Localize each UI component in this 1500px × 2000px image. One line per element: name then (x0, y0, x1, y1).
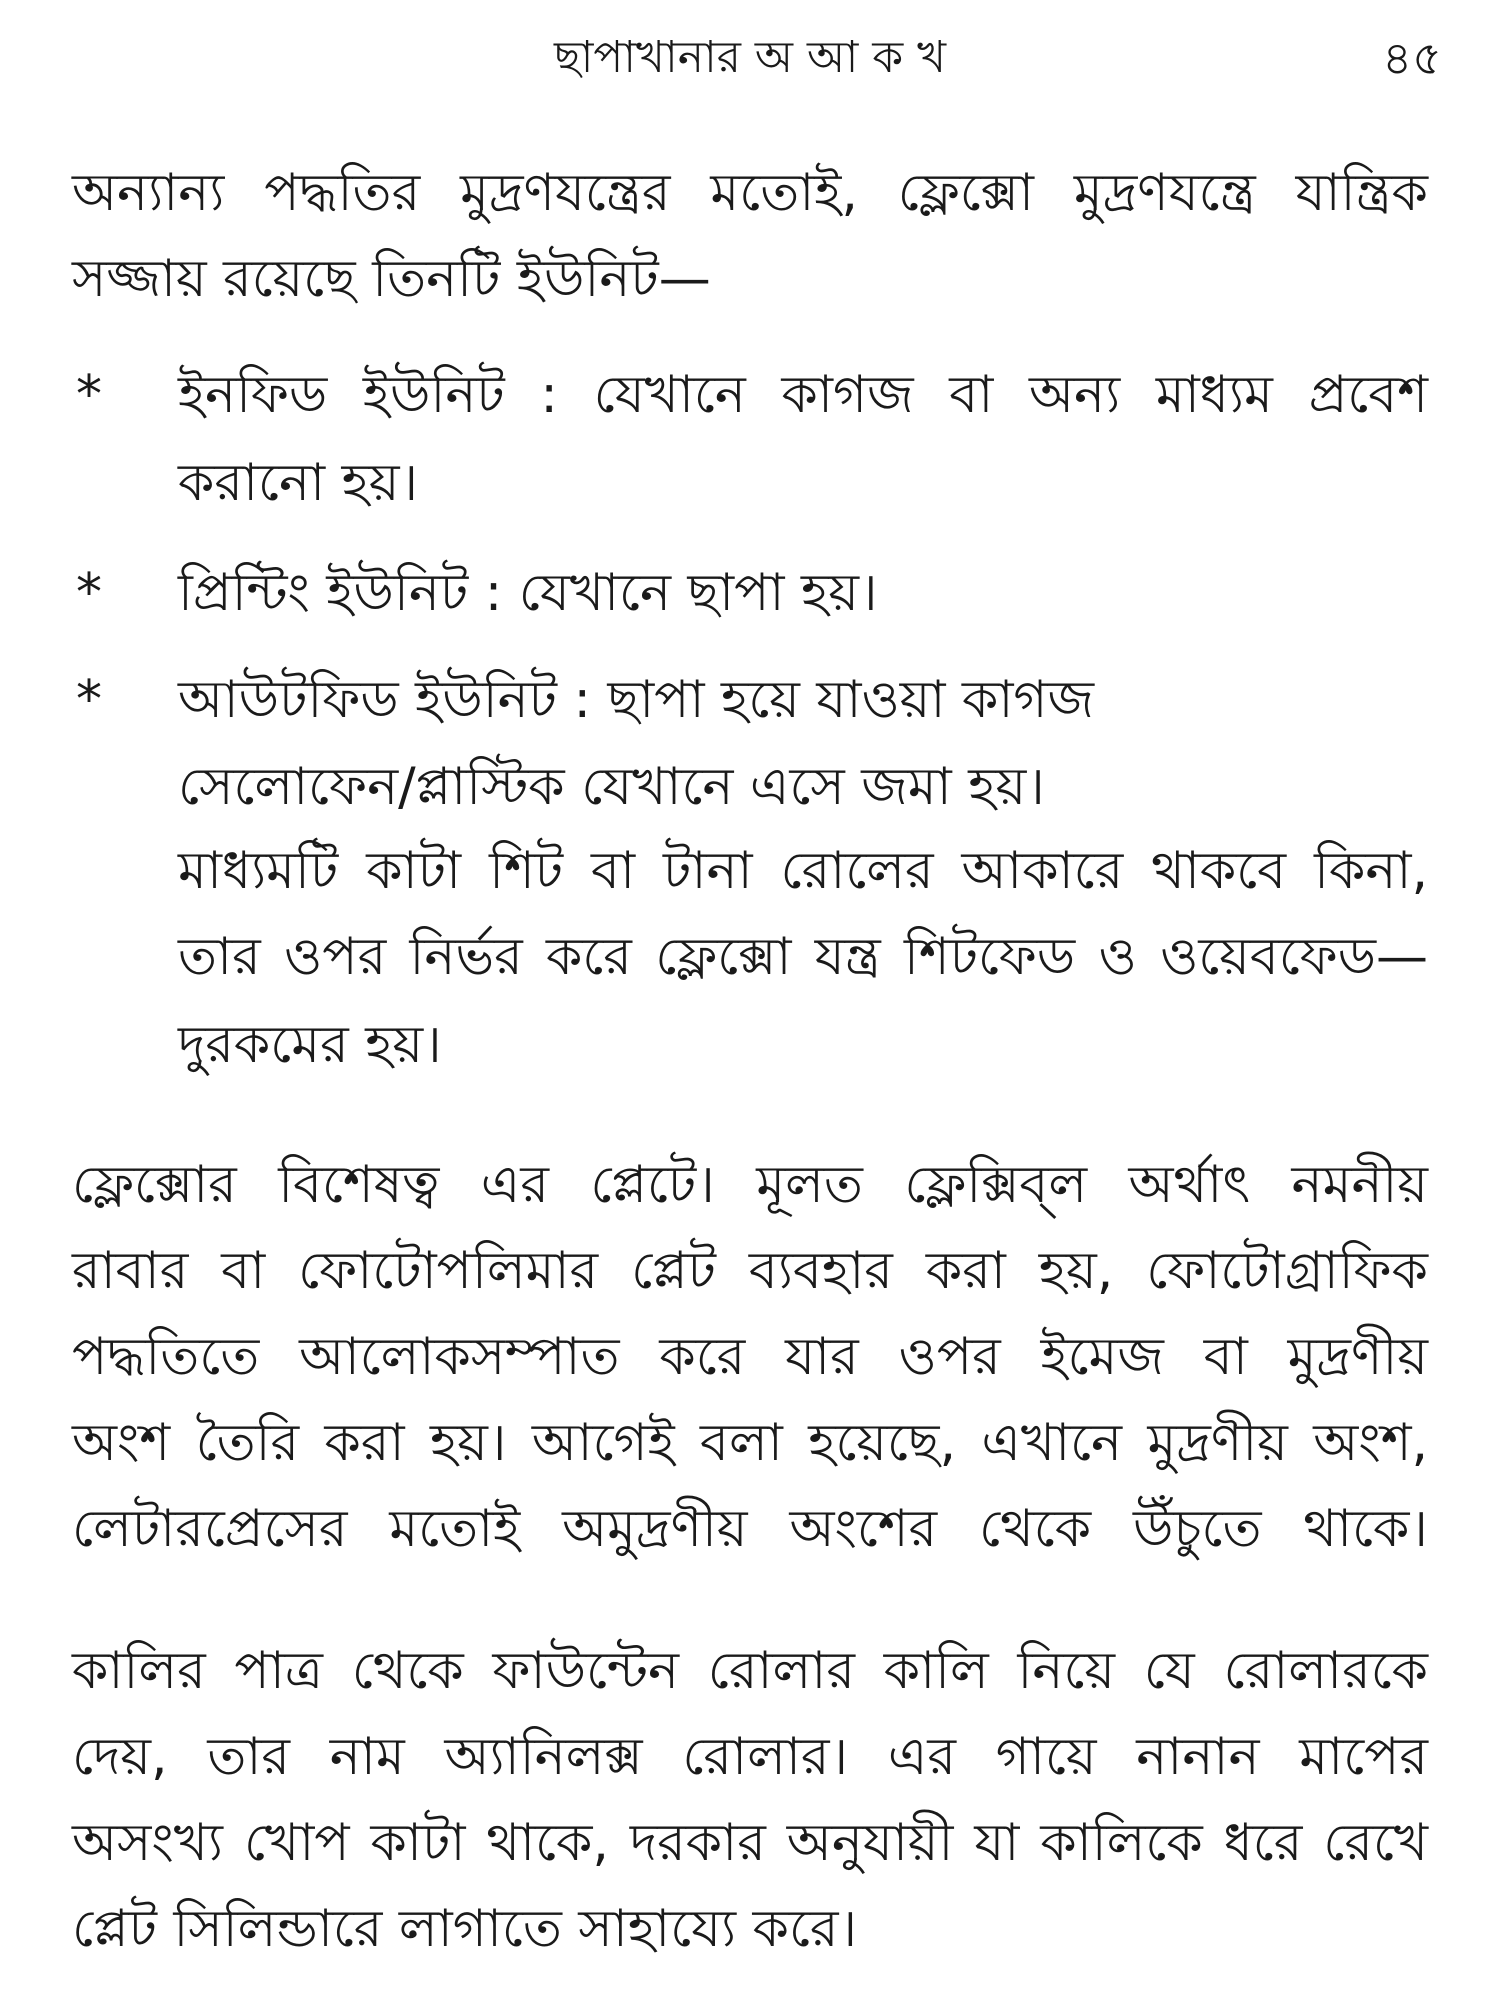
bullet-2-line-1: প্রিন্টিং ইউনিট : যেখানে ছাপা হয়। (178, 563, 878, 623)
para2-line-3: পদ্ধতিতে আলোকসম্পাত করে যার ওপর ইমেজ বা মুদ্রণীয় (72, 1327, 1428, 1387)
intro-line-1: অন্যান্য পদ্ধতির মুদ্রণযন্ত্রের মতোই, ফ্লেক্সো মুদ্রণযন্ত্রে যান্ত্রিক (72, 163, 1428, 223)
para3-line-1: কালির পাত্র থেকে ফাউন্টেন রোলার কালি নিয়ে যে রোলারকে (72, 1641, 1428, 1701)
para3-line-4: প্লেট সিলিন্ডারে লাগাতে সাহায্যে করে। (72, 1899, 858, 1959)
para2-line-2: রাবার বা ফোটোপলিমার প্লেট ব্যবহার করা হয়, ফোটোগ্রাফিক (72, 1241, 1428, 1301)
intro-line-2: সজ্জায় রয়েছে তিনটি ইউনিট— (72, 249, 711, 309)
bullet-1-line-2: করানো হয়। (178, 453, 419, 513)
bullet-3-line-1: আউটফিড ইউনিট : ছাপা হয়ে যাওয়া কাগজ (178, 670, 1095, 730)
bullet-3-line-2: সেলোফেন/প্লাস্টিক যেখানে এসে জমা হয়। (178, 757, 1045, 817)
bullet-1-line-1: ইনফিড ইউনিট : যেখানে কাগজ বা অন্য মাধ্যম প্রবেশ (178, 365, 1428, 425)
para3-line-3: অসংখ্য খোপ কাটা থাকে, দরকার অনুযায়ী যা কালিকে ধরে রেখে (72, 1813, 1428, 1873)
bullet-marker-2: * (76, 563, 102, 623)
para2-line-1: ফ্লেক্সোর বিশেষত্ব এর প্লেটে। মূলত ফ্লেক্সিব্‌ল অর্থাৎ নমনীয় (72, 1155, 1428, 1215)
note-line-3: দুরকমের হয়। (178, 1015, 442, 1075)
note-line-1: মাধ্যমটি কাটা শিট বা টানা রোলের আকারে থাকবে কিনা, (178, 841, 1428, 901)
bullet-marker-3: * (76, 670, 102, 730)
page-number: ৪৫ (1382, 31, 1442, 85)
para2-line-5: লেটারপ্রেসের মতোই অমুদ্রণীয় অংশের থেকে উঁচুতে থাকে। (72, 1499, 1428, 1559)
bullet-marker-1: * (76, 365, 102, 425)
note-line-2: তার ওপর নির্ভর করে ফ্লেক্সো যন্ত্র শিটফেড ও ওয়েবফেড— (178, 927, 1428, 987)
running-header-title: ছাপাখানার অ আ ক খ (554, 32, 946, 83)
para3-line-2: দেয়, তার নাম অ্যানিলক্স রোলার। এর গায়ে নানান মাপের (72, 1727, 1428, 1787)
para2-line-4: অংশ তৈরি করা হয়। আগেই বলা হয়েছে, এখানে মুদ্রণীয় অংশ, (72, 1413, 1428, 1473)
